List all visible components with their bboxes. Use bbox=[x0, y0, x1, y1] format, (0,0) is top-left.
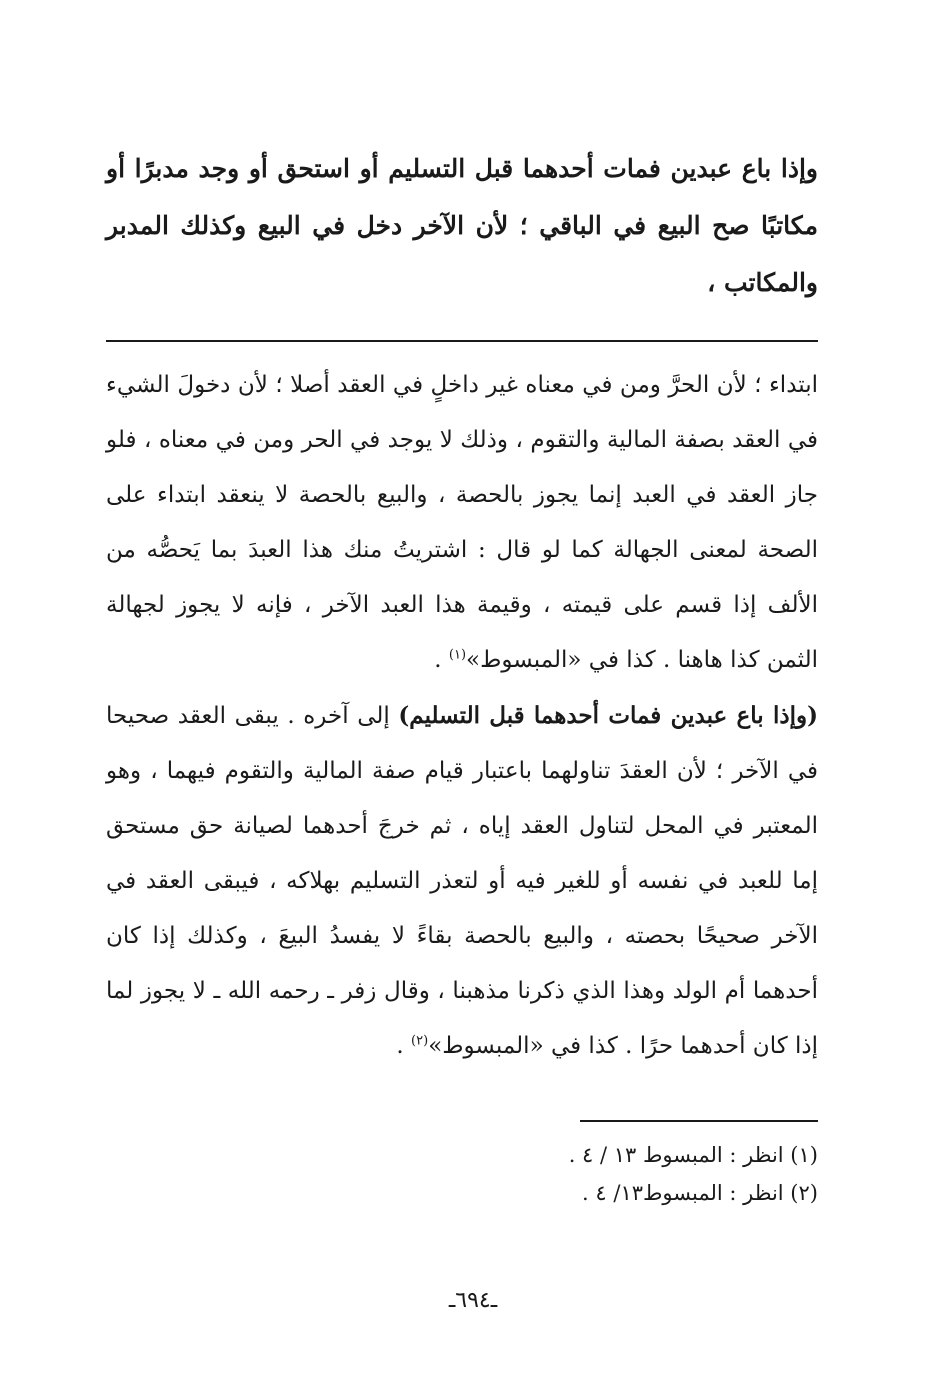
commentary-paragraph-2 bbox=[106, 688, 818, 1074]
commentary bbox=[106, 358, 818, 1074]
quoted-matn: (وإذا باع عبدين فمات أحدهما قبل التسليم) bbox=[398, 702, 818, 729]
main-text bbox=[106, 140, 818, 311]
footnote-2: (٢) انظر : المبسوط١٣/ ٤ . bbox=[582, 1181, 818, 1205]
commentary-paragraph-1 bbox=[106, 358, 818, 688]
footnote-1: (١) انظر : المبسوط ١٣ / ٤ . bbox=[568, 1143, 818, 1167]
paragraph-2-text: إلى آخره . يبقى العقد صحيحا في الآخر ؛ لأن العقدَ تناولهما باعتبار قيام صفة المالية والتقوم فيهما ، وهو المعتبر في المحل لتناول العقد إياه ، ثم خرجَ أحدهما لصيانة حق مستحق إما للعبد في نفسه أو للغير فيه أو لتعذر التسليم بهلاكه ، فيبقى العقد في الآخر صحيحًا بحصته ، والبيع بالحصة بقاءً لا يفسدُ البيعَ ، وكذلك إذا كان أحدهما أم الولد وهذا الذي ذكرنا مذهبنا ، وقال زفر ـ رحمه الله ـ لا يجوز لما إذا كان أحدهما حرًا . كذا في «المبسوط» bbox=[106, 703, 818, 1059]
page-number: ـ٦٩٤ـ bbox=[448, 1288, 498, 1313]
main-separator-line bbox=[106, 340, 818, 342]
paragraph-1-end: . bbox=[434, 647, 449, 673]
paragraph-1-text: ابتداء ؛ لأن الحرَّ ومن في معناه غير داخلٍ في العقد أصلا ؛ لأن دخولَ الشيء في العقد بصفة المالية والتقوم ، وذلك لا يوجد في الحر ومن في معناه ، فلو جاز العقد في العبد إنما يجوز بالحصة ، والبيع بالحصة لا ينعقد ابتداء على الصحة لمعنى الجهالة كما لو قال : اشتريتُ منك هذا العبدَ بما يَحصُّه من الألف إذا قسم على قيمته ، وقيمة هذا العبد الآخر ، فإنه لا يجوز لجهالة الثمن كذا هاهنا . كذا في «المبسوط» bbox=[106, 372, 818, 673]
footnotes bbox=[450, 1136, 818, 1212]
footnote-separator-line bbox=[580, 1120, 818, 1122]
footnote-ref-1[interactable]: (١) bbox=[448, 647, 467, 663]
paragraph-2-end: . bbox=[396, 1033, 412, 1059]
main-text-content: وإذا باع عبدين فمات أحدهما قبل التسليم أو استحق أو وجد مدبرًا أو مكاتبًا صح البيع في الباقي ؛ لأن الآخر دخل في البيع وكذلك المدبر والمكاتب ، bbox=[106, 154, 818, 297]
footnote-ref-2[interactable]: (٢) bbox=[411, 1033, 429, 1049]
